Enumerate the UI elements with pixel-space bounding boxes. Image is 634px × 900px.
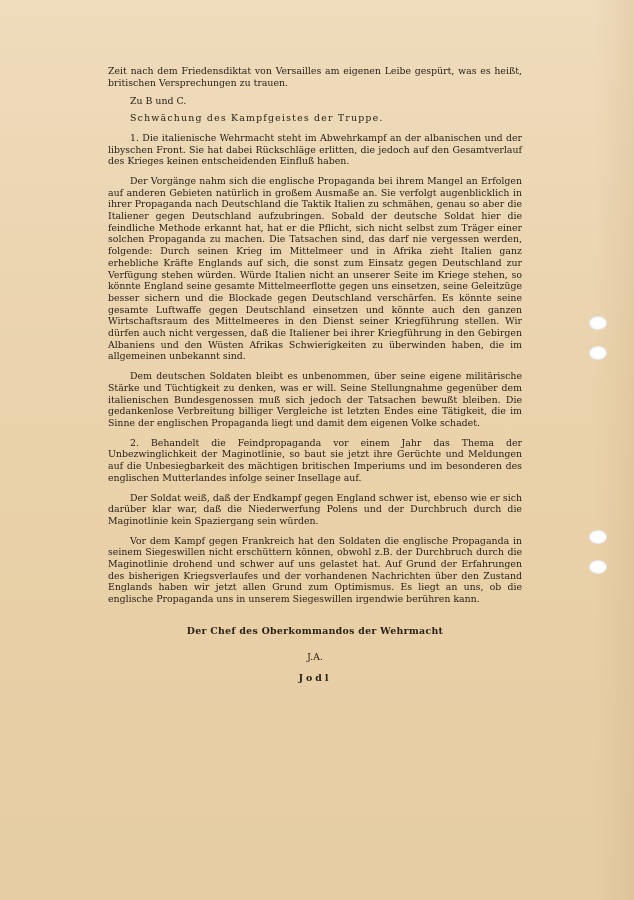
paragraph: Der Soldat weiß, daß der Endkampf gegen England schwer ist, ebenso wie er sich darüber klar war, daß die Niederwerfung Polens und der Durchbruch durch die Maginotlinie kein Spaziergang sein würden.: [108, 492, 522, 527]
paragraph: Vor dem Kampf gegen Frankreich hat den Soldaten die englische Propaganda in seinem Siegeswillen nicht erschüttern können, obwohl z.B. der Durchbruch durch die Maginotlinie drohend und schwer auf uns gelastet hat. Auf Grund der Erfahrungen des bisherigen Kriegsverlaufes und der vorhandenen Nachrichten über den Zustand Englands haben wir jetzt allen Grund zum Optimismus. Es liegt an uns, ob die englische Propaganda uns in unserem Siegeswillen irgendwie berühren kann.: [108, 535, 522, 606]
punch-hole: [589, 346, 607, 360]
page-edge-shadow: [594, 0, 634, 900]
paragraph: 2. Behandelt die Feindpropaganda vor einem Jahr das Thema der Unbezwinglichkeit der Maginotlinie, so baut sie jetzt ihre Gerüchte und Meldungen auf die Unbesiegbarkeit des mächtigen britischen Imperiums und im besonderen des englischen Mutterlandes infolge seiner Insellage auf.: [108, 437, 522, 484]
signature-name: Jodl: [298, 673, 332, 685]
paragraph: 1. Die italienische Wehrmacht steht im Abwehrkampf an der albanischen und der libyschen Front. Sie hat dabei Rückschläge erlitten, die jedoch auf den Gesamtverlauf des Krieges keinen entscheidenden Einfluß haben.: [108, 132, 522, 168]
section-theme: Schwächung des Kampfgeistes der Truppe.: [130, 113, 384, 125]
punch-hole: [589, 560, 607, 574]
paragraph: Der Vorgänge nahm sich die englische Propaganda bei ihrem Mangel an Erfolgen auf anderen Gebieten natürlich in großem Ausmaße an. Sie verfolgt augenblicklich in ihrer Propaganda nach Deutschland die Taktik Italien zu schmähen, genau so aber die Italiener gegen Deutschland aufzubringen. Sobald der deutsche Soldat hier die feindliche Methode erkannt hat, hat er die Pflicht, sich nicht selbst zum Träger einer solchen Propaganda zu machen. Die Tatsachen sind, das darf nie vergessen werden, folgende: Durch seinen Krieg im Mittelmeer und in Afrika zieht Italien ganz erhebliche Kräfte Englands auf sich, die sonst zum Einsatz gegen Deutschland zur Verfügung stehen würden. Würde Italien nicht an unserer Seite im Kriege stehen, so könnte England seine gesamte Mittelmeerflotte gegen uns einsetzen, seine Geleitzüge besser sichern und die Blockade gegen Deutschland verschärfen. Es könnte seine gesamte Luftwaffe gegen Deutschland einsetzen und könnte auch den ganzen Wirtschaftsraum des Mittelmeeres in den Dienst seiner Kriegführung stellen. Wir dürfen auch nicht vergessen, daß die Italiener bei ihrer Kriegführung in den Gebirgen Albaniens und den Wüsten Afrikas Schwierigkeiten zu überwinden haben, die im allgemeinen unbekannt sind.: [108, 175, 522, 363]
section-reference: Zu B und C.: [130, 96, 187, 108]
punch-hole: [589, 530, 607, 544]
paragraph: Dem deutschen Soldaten bleibt es unbenommen, über seine eigene militärische Stärke und Tüchtigkeit zu denken, was er will. Seine Stellungnahme gegenüber dem italienischen Bundesgenossen muß sich jedoch der Tatsachen bewußt bleiben. Die gedankenlose Verbreitung billiger Vergleiche ist letzten Endes eine Tätigkeit, die im Sinne der englischen Propaganda liegt und damit dem eigenen Volke schadet.: [108, 371, 522, 429]
signature-ia: J.A.: [307, 651, 323, 663]
paragraph-continuation: Zeit nach dem Friedensdiktat von Versailles am eigenen Leibe gespürt, was es heißt, britischen Versprechungen zu trauen.: [108, 66, 522, 89]
punch-hole: [589, 316, 607, 330]
signature-title: Der Chef des Oberkommandos der Wehrmacht: [186, 625, 444, 637]
document-body: [108, 66, 522, 685]
